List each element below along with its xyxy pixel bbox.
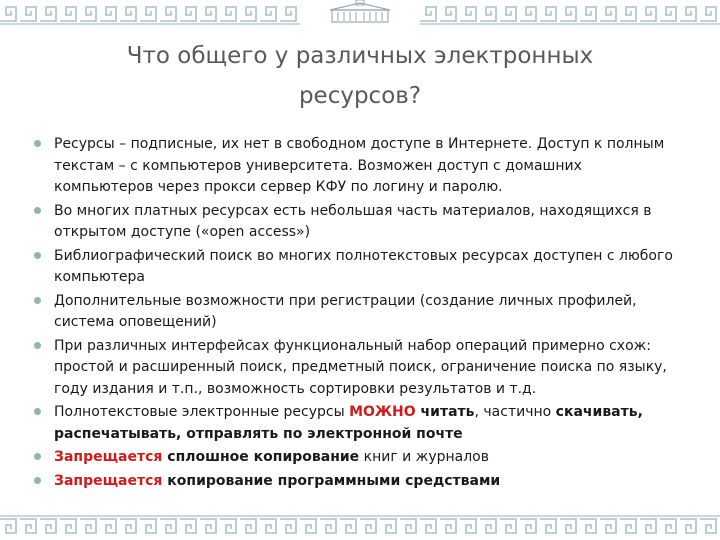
- bullet-icon: [34, 252, 41, 259]
- greek-key-border-bottom: [0, 514, 720, 540]
- bullet-icon: [34, 453, 41, 460]
- university-building-logo-icon: [300, 0, 420, 26]
- title-line-1: Что общего у различных электронных: [126, 43, 594, 69]
- bullet-icon: [34, 342, 41, 349]
- bullet-list: [34, 134, 684, 494]
- list-item: [34, 447, 684, 469]
- forbidden-highlight: Запрещается: [54, 472, 163, 489]
- list-item: [34, 246, 684, 289]
- bold-text: сплошное копирование: [162, 449, 360, 465]
- list-item: [34, 471, 684, 493]
- bullet-text: При различных интерфейсах функциональный набор операций примерно схож: простой и расширенный поиск, предметный поиск, ограничение поиска по языку, году издания и т.п., возможность сортировки результатов и т.д.: [54, 337, 667, 397]
- bullet-text: Ресурсы – подписные, их нет в свободном доступе в Интернете. Доступ к полным текстам – с компьютеров университета. Возможен доступ с домашних компьютеров через прокси сервер КФУ по логину и паролю.: [54, 136, 665, 195]
- bullet-icon: [34, 207, 41, 214]
- bold-text: копирование программными средствами: [162, 472, 501, 489]
- bold-text: скачивать, распечатывать, отправлять по электронной почте: [54, 404, 643, 442]
- list-item: [34, 336, 684, 401]
- bullet-text: Библиографический поиск во многих полнотекстовых ресурсах доступен с любого компьютера: [54, 247, 673, 285]
- bullet-icon: [34, 477, 41, 484]
- list-item: [34, 291, 684, 334]
- bullet-text: Дополнительные возможности при регистрации (создание личных профилей, система оповещений): [54, 292, 637, 330]
- bold-text: читать: [415, 404, 475, 420]
- title-line-2: ресурсов?: [298, 83, 422, 109]
- bullet-icon: [34, 140, 41, 147]
- slide-title: [60, 36, 660, 116]
- list-item: [34, 134, 684, 199]
- bullet-text-part: Полнотекстовые электронные ресурсы: [54, 404, 350, 420]
- list-item: [34, 201, 684, 244]
- bullet-icon: [34, 297, 41, 304]
- bullet-text-part: , частично: [474, 404, 556, 420]
- bullet-icon: [34, 408, 41, 415]
- bullet-text-part: книг и журналов: [359, 449, 489, 465]
- bullet-text: Во многих платных ресурсах есть небольшая часть материалов, находящихся в открытом доступе («open access»): [54, 202, 652, 240]
- forbidden-highlight: Запрещается: [54, 449, 163, 465]
- allowed-highlight: МОЖНО: [349, 404, 416, 420]
- list-item: [34, 402, 684, 445]
